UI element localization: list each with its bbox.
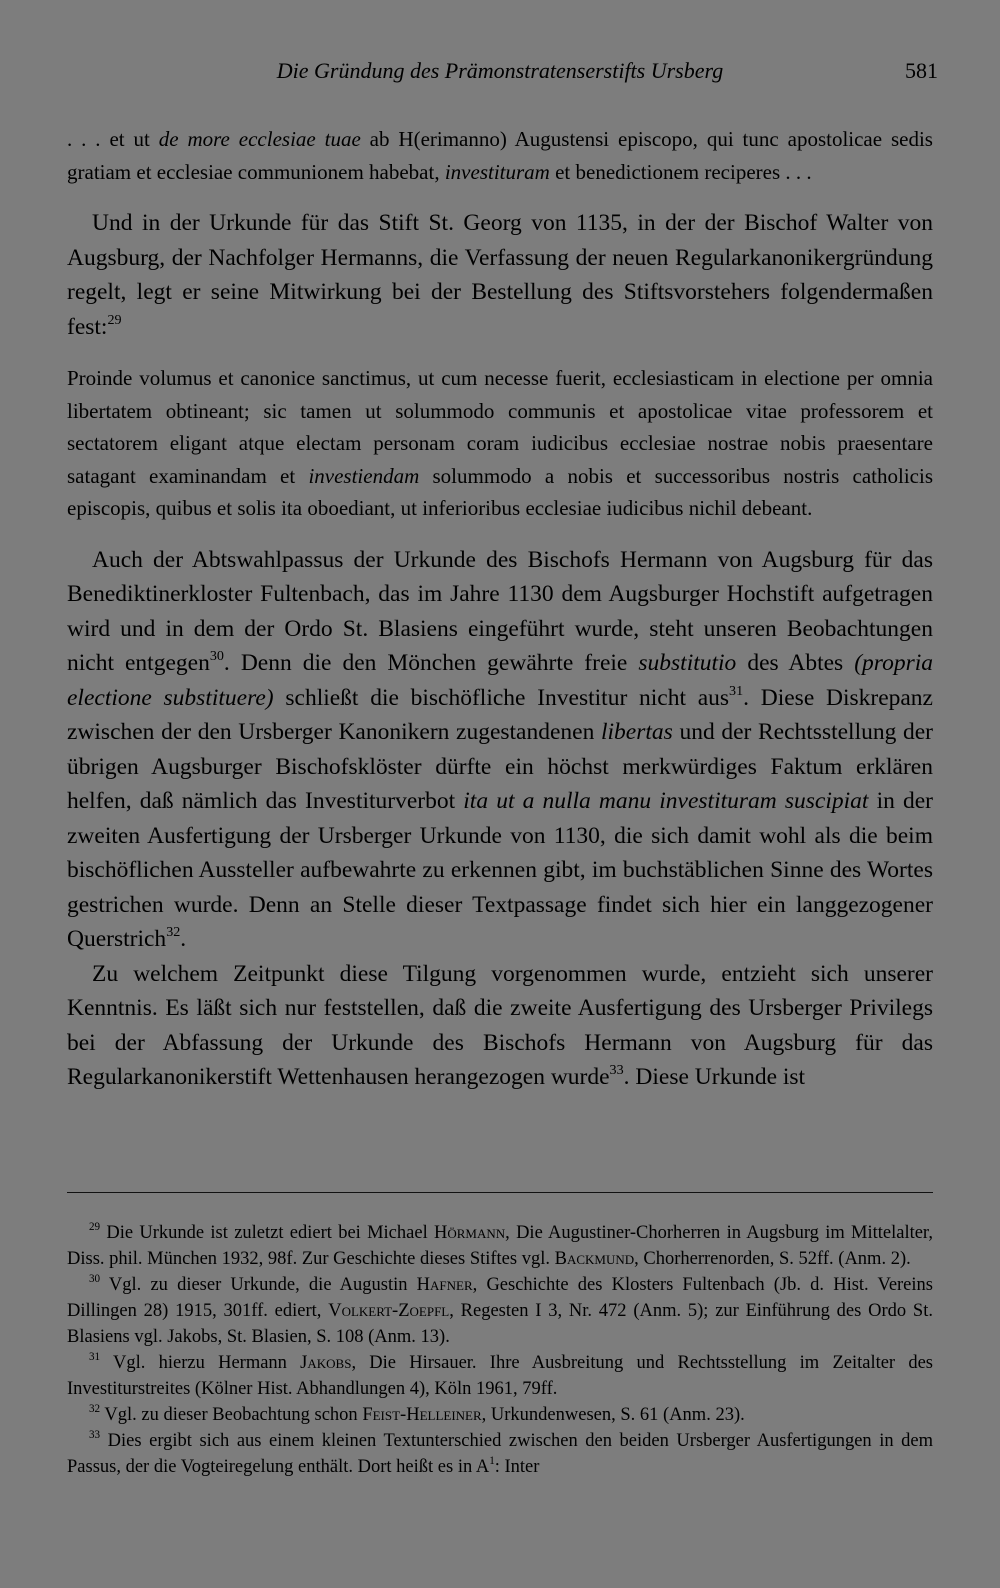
footnote-30 xyxy=(67,1272,933,1350)
italic-run: investiendam xyxy=(308,463,420,488)
italic-run: investituram xyxy=(444,159,550,184)
italic-run: substitutio xyxy=(638,650,737,676)
italic-run: libertas xyxy=(601,719,673,745)
spacer xyxy=(67,344,933,362)
footnote-ref-31[interactable]: 31 xyxy=(729,682,744,699)
text-run: . Diese Diskrepanz zwischen der den Ursberger Kanonikern zugestandenen xyxy=(67,684,933,745)
text-run: Die Urkunde ist zuletzt ediert bei Michael xyxy=(106,1223,434,1243)
paragraph-1 xyxy=(67,206,933,344)
author-name: Hafner xyxy=(416,1275,473,1295)
italic-run: de more ecclesiae tuae xyxy=(158,127,361,151)
superscript: 1 xyxy=(489,1455,495,1468)
footnote-ref-32[interactable]: 32 xyxy=(166,924,181,941)
body-text xyxy=(67,123,933,1095)
page-number: 581 xyxy=(905,58,938,83)
latin-quote-1 xyxy=(67,123,933,188)
paragraph-3 xyxy=(67,957,933,1095)
paragraph-2 xyxy=(67,543,933,957)
text-run: : Inter xyxy=(494,1457,540,1477)
text-run: Dies ergibt sich aus einem kleinen Textunterschied zwischen den beiden Ursberger Ausfertigungen in dem Passus, der die Vogteiregelung enthält. Dort heißt es in A xyxy=(67,1431,934,1477)
footnote-number: 32 xyxy=(89,1403,101,1416)
footnotes xyxy=(67,1220,933,1480)
author-name: Backmund xyxy=(554,1249,635,1269)
text-run: ab H(erimanno) Augustensi episcopo, qui tunc apostolicae sedis gratiam et ecclesiae communionem habebat, xyxy=(67,127,933,184)
text-run: , Urkundenwesen, S. 61 (Anm. 23). xyxy=(481,1405,745,1425)
italic-run: (propria electione substituere) xyxy=(67,650,933,711)
footnote-31 xyxy=(67,1350,933,1402)
text-run: solummodo a nobis et successoribus nostris catholicis episcopis, quibus et solis ita oboediant, ut inferioribus ecclesiae iudicibus nichil debeant. xyxy=(67,463,934,520)
text-run: Vgl. hierzu Hermann xyxy=(113,1353,301,1373)
footnote-number: 30 xyxy=(89,1273,101,1286)
italic-run: ita ut a nulla manu investituram suscipiat xyxy=(463,788,869,814)
running-head xyxy=(0,58,1000,88)
footnote-ref-30[interactable]: 30 xyxy=(209,648,224,665)
running-title: Die Gründung des Prämonstratenserstifts Ursberg xyxy=(276,58,724,83)
footnote-rule xyxy=(67,1192,933,1193)
footnote-33 xyxy=(67,1428,933,1480)
footnote-32 xyxy=(67,1402,933,1428)
text-run: , Die Augustiner-Chorherren in Augsburg im Mittelalter, Diss. phil. München 1932, 98f. Zur Geschichte dieses Stiftes vgl. xyxy=(67,1223,933,1269)
author-name: Feist-Helleiner xyxy=(362,1405,482,1425)
spacer xyxy=(67,525,933,543)
text-run: . xyxy=(180,926,187,952)
footnote-ref-29[interactable]: 29 xyxy=(107,311,122,328)
text-run: Proinde volumus et canonice sanctimus, ut cum necesse fuerit, ecclesiasticam in electione per omnia libertatem obtineant; sic tamen ut solummodo communis et apostolicae vitae professorem et sectatorem eligant atque electam personam coram iudicibus ecclesiae nostrae nobis praesentare satagant examinandam et xyxy=(67,366,933,488)
text-run: Vgl. zu dieser Beobachtung schon xyxy=(104,1405,363,1425)
text-run: , Regesten I 3, Nr. 472 (Anm. 5); zur Einführung des Ordo St. Blasiens vgl. Jakobs, St. Blasien, S. 108 (Anm. 13). xyxy=(67,1301,933,1347)
text-run: in der zweiten Ausfertigung der Ursberger Urkunde von 1130, die sich damit wohl als die beim bischöflichen Aussteller aufbewahrte zu erkennen gibt, im buchstäblichen Sinne des Wortes gestrichen wurde. Denn an Stelle dieser Textpassage findet sich hier ein langgezogener Querstrich xyxy=(67,788,933,952)
author-name: Jakobs xyxy=(300,1353,352,1373)
latin-quote-2 xyxy=(67,362,933,525)
spacer xyxy=(67,188,933,206)
text-run: , Die Hirsauer. Ihre Ausbreitung und Rechtsstellung im Zeitalter des Investiturstreites (Kölner Hist. Abhandlungen 4), Köln 1961, 79ff. xyxy=(67,1353,933,1399)
text-run: schließt die bischöfliche Investitur nicht aus xyxy=(273,684,730,711)
text-run: Auch der Abtswahlpassus der Urkunde des Bischofs Hermann von Augsburg für das Benediktinerkloster Fultenbach, das im Jahre 1130 dem Augsburger Hochstift aufgetragen wird und in dem der Ordo St. Blasiens eingeführt wurde, steht unseren Beobachtungen nicht entgegen xyxy=(67,546,933,676)
text-run: . Denn die den Mönchen gewährte freie xyxy=(223,650,639,676)
text-run: des Abtes xyxy=(736,650,855,676)
author-name: Volkert-Zoepfl xyxy=(328,1301,450,1321)
footnote-number: 29 xyxy=(89,1221,101,1234)
text-run: , Chorherrenorden, S. 52ff. (Anm. 2). xyxy=(634,1249,911,1269)
footnote-ref-33[interactable]: 33 xyxy=(609,1062,624,1079)
text-run: , Geschichte des Klosters Fultenbach (Jb. d. Hist. Vereins Dillingen 28) 1915, 301ff. ediert, xyxy=(67,1275,933,1321)
text-run: Und in der Urkunde für das Stift St. Georg von 1135, in der der Bischof Walter von Augsburg, der Nachfolger Hermanns, die Verfassung der neuen Regularkanonikergründung regelt, legt er seine Mitwirkung bei der Bestellung des Stiftsvorstehers folgendermaßen fest: xyxy=(67,210,933,340)
footnote-number: 31 xyxy=(89,1351,101,1364)
footnote-number: 33 xyxy=(89,1429,101,1442)
text-run: Vgl. zu dieser Urkunde, die Augustin xyxy=(108,1275,417,1295)
text-run: Zu welchem Zeitpunkt diese Tilgung vorgenommen wurde, entzieht sich unserer Kenntnis. Es läßt sich nur feststellen, daß die zweite Ausfertigung des Ursberger Privilegs bei der Abfassung der Urkunde des Bischofs Hermann von Augsburg für das Regularkanonikerstift Wettenhausen herangezogen wurde xyxy=(67,960,933,1090)
author-name: Hörmann xyxy=(434,1223,506,1243)
text-run: . Diese Urkunde ist xyxy=(623,1064,806,1090)
text-run: . . . et ut xyxy=(67,127,159,151)
text-run: et benedictionem reciperes . . . xyxy=(549,159,812,184)
footnote-29 xyxy=(67,1220,933,1272)
text-run: und der Rechtsstellung der übrigen Augsburger Bischofsklöster dürfte ein höchst merkwürdiges Faktum erklären helfen, daß nämlich das Investiturverbot xyxy=(67,719,933,814)
